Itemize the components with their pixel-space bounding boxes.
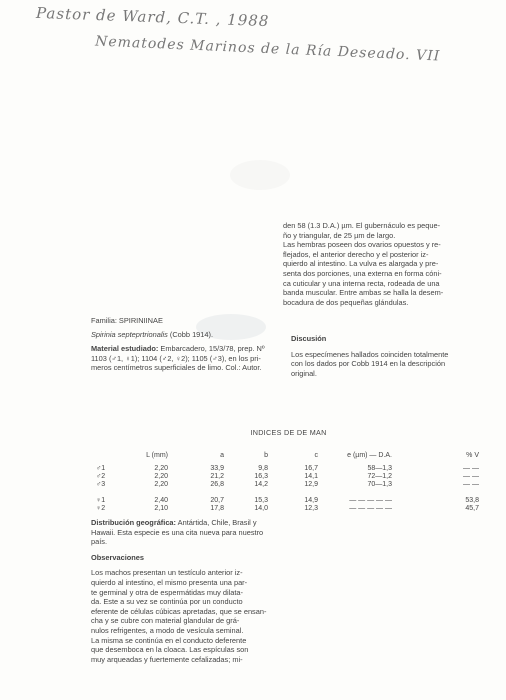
text-line: flejados, el anterior derecho y el posterior iz- — [283, 249, 429, 259]
material-line — [91, 344, 276, 354]
text-line: den 58 (1.3 D.A.) µm. El gubernáculo es peque- — [283, 221, 441, 230]
scan-smudge — [230, 160, 290, 190]
table-cell: 2,10 — [154, 505, 168, 512]
table-header-cell: e (µm) — D.A. — [347, 452, 392, 459]
text-line: Las hembras poseen dos ovarios opuestos y re- — [283, 240, 441, 250]
family-heading: Familia: SPIRINIINAE — [91, 316, 163, 325]
observations-heading: Observaciones — [91, 552, 144, 562]
table-cell: — — — [463, 481, 479, 488]
text-line: con los dados por Cobb 1914 en la descripción — [291, 359, 446, 369]
table-cell: 17,8 — [210, 505, 224, 512]
right-column-top — [283, 221, 479, 307]
table-cell: 14,0 — [254, 505, 268, 512]
table-cell: 58—1,3 — [367, 465, 392, 472]
species-name: Spirinia septeprtrionalis — [91, 329, 168, 339]
table-cell: 9,8 — [258, 465, 268, 472]
table-title: INDICES DE DE MAN — [250, 428, 327, 437]
table-cell: 70—1,3 — [367, 481, 392, 488]
table-cell: — — — [463, 465, 479, 472]
bottom-left-column — [91, 518, 279, 664]
table-cell: ♀1 — [96, 497, 106, 504]
text-line: te germinal y otra de espermátidas muy dilata- — [91, 587, 243, 597]
left-column-taxonomy — [91, 316, 276, 373]
text-line: quierdo al intestino, el mismo presenta una par- — [91, 577, 248, 587]
text-line: da. Este a su vez se continúa por un conducto — [91, 597, 243, 607]
table-cell: 26,8 — [210, 481, 224, 488]
text-line: ca cuticular y una interna recta, rodeada de una — [283, 278, 440, 288]
handwritten-citation: Pastor de Ward, C.T. , 1988 — [35, 3, 270, 31]
text-line: que desemboca en la cloaca. Las espículas son — [91, 645, 249, 655]
table-header-cell: b — [264, 452, 268, 459]
material-label: Material estudiado: — [91, 344, 159, 354]
text-line: muy arqueadas y fuertemente cefalizadas; mi- — [91, 654, 243, 664]
table-header-cell: L (mm) — [146, 452, 168, 459]
material-line: 1103 (♂1, ♀1); 1104 (♂2, ♀2); 1105 (♂3), en los pri- — [91, 353, 261, 363]
table-cell: — — — [463, 473, 479, 480]
distribution-paragraph — [91, 518, 279, 547]
table-cell: 33,9 — [210, 465, 224, 472]
table-header-cell: % V — [466, 452, 479, 459]
text-line: La misma se continúa en el conducto deferente — [91, 635, 247, 645]
text-line: quierdo al intestino. La vulva es alargada y pre- — [283, 259, 439, 269]
discussion-section — [291, 334, 481, 378]
table-cell: 72—1,2 — [367, 473, 392, 480]
text-line: Los machos presentan un testículo anterior iz- — [91, 568, 243, 578]
table-cell: 2,20 — [154, 465, 168, 472]
table-cell: 2,40 — [154, 497, 168, 504]
material-text: Embarcadero, 15/3/78, prep. Nº — [158, 344, 265, 354]
distribution-text: Antártida, Chile, Brasil y Hawaii. Esta especie es una cita nueva para nuestro país. — [91, 518, 264, 547]
table-header-row — [96, 452, 481, 461]
text-line: Los especímenes hallados coinciden totalmente — [291, 349, 449, 359]
table-cell: 15,3 — [254, 497, 268, 504]
text-line: original. — [291, 368, 317, 378]
species-line — [91, 330, 276, 340]
text-line: nulos refrigentes, a modo de vesícula seminal. — [91, 625, 244, 635]
text-line: senta dos porciones, una externa en forma cóni- — [283, 268, 442, 278]
table-cell: 14,2 — [254, 481, 268, 488]
text-line: ño y triangular, de 25 µm de largo. — [283, 230, 396, 240]
text-line: eferente de células cúbicas apretadas, que se ensan- — [91, 606, 267, 616]
text-line: cha y se cubre con material glandular de grá- — [91, 616, 240, 626]
table-cell: 2,20 — [154, 481, 168, 488]
material-line: meros centímetros superficiales de limo. Col.: Autor. — [91, 363, 262, 373]
table-cell: 14,9 — [304, 497, 318, 504]
handwritten-title: Nematodes Marinos de la Ría Deseado. VII — [94, 33, 441, 65]
text-line: bocadura de dos pequeñas glándulas. — [283, 297, 409, 307]
table-cell: 20,7 — [210, 497, 224, 504]
table-cell: 16,3 — [254, 473, 268, 480]
table-cell: 53,8 — [465, 497, 479, 504]
table-header-cell: a — [220, 452, 224, 459]
table-cell: — — — — — — [349, 497, 392, 504]
table-cell: 16,7 — [304, 465, 318, 472]
table-cell: — — — — — — [349, 505, 392, 512]
species-author: (Cobb 1914). — [167, 329, 214, 339]
distribution-label: Distribución geográfica: — [91, 518, 177, 527]
table-cell: 12,3 — [304, 505, 318, 512]
table-cell: ♀2 — [96, 505, 106, 512]
table-header-cell: c — [314, 452, 318, 459]
observations-body — [91, 568, 279, 664]
table-row — [96, 505, 481, 514]
table-cell: ♂1 — [96, 465, 106, 472]
discussion-heading: Discusión — [291, 334, 327, 343]
table-row — [96, 481, 481, 490]
table-cell: 14,1 — [304, 473, 318, 480]
table-cell: 45,7 — [465, 505, 479, 512]
table-cell: 21,2 — [210, 473, 224, 480]
table-cell: ♂2 — [96, 473, 106, 480]
table-cell: 2,20 — [154, 473, 168, 480]
text-line: banda muscular. Entre ambas se halla la desem- — [283, 288, 444, 298]
table-cell: ♂3 — [96, 481, 106, 488]
table-cell: 12,9 — [304, 481, 318, 488]
